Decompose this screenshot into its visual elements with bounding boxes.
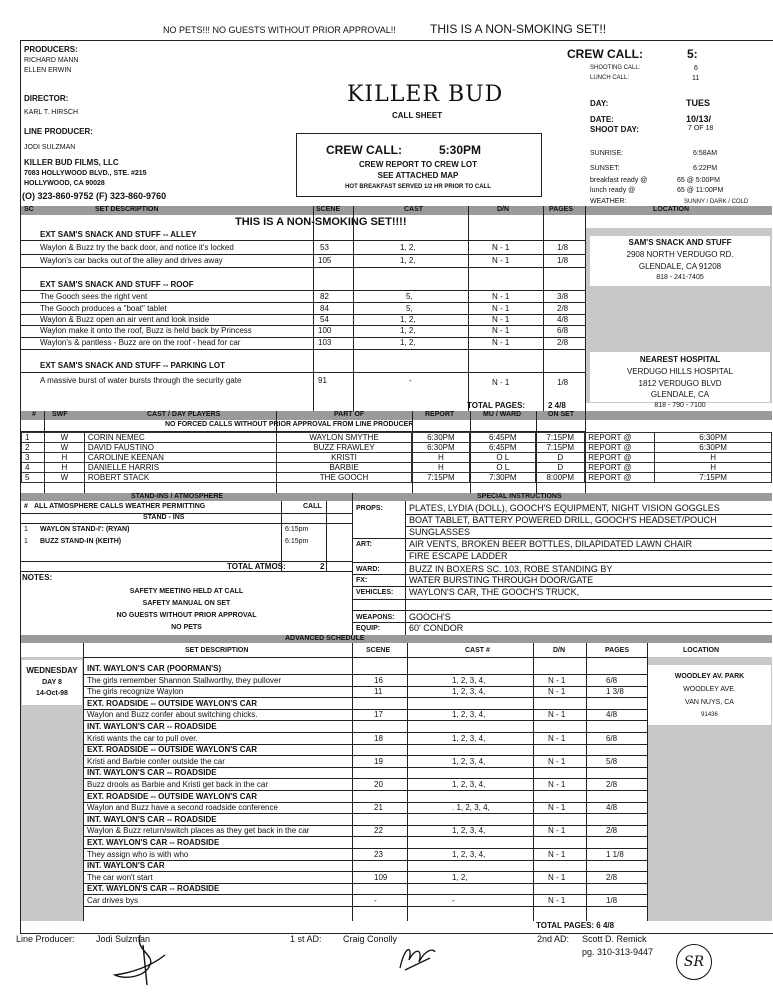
art-value: AIR VENTS, BROKEN BEER BOTTLES, DILAPIDATED LAWN CHAIR bbox=[409, 539, 693, 549]
adv-row-pages: 5/8 bbox=[606, 757, 618, 766]
adv-row-pages: 6/8 bbox=[606, 676, 618, 685]
standins-all-note: ALL ATMOSPHERE CALLS WEATHER PERMITTING bbox=[34, 503, 206, 510]
scene-row-pages: 6/8 bbox=[557, 326, 569, 335]
scene-row-number: 54 bbox=[320, 315, 329, 324]
line-producer-signature bbox=[95, 925, 185, 990]
sunrise-label: SUNRISE: bbox=[590, 150, 624, 157]
footer-phone: pg. 310-313-9447 bbox=[582, 947, 654, 957]
adv-row-scene: 11 bbox=[374, 687, 383, 696]
first-ad-signature bbox=[395, 940, 440, 975]
weapons-label: WEAPONS: bbox=[356, 614, 395, 621]
lunch-call-value: 11 bbox=[692, 75, 700, 82]
crew-call-line-3: HOT BREAKFAST SERVED 1/2 HR PRIOR TO CALL bbox=[345, 184, 491, 190]
weapons-value: GOOCH'S bbox=[409, 612, 451, 622]
scene-row-desc: Waylon's & pantless - Buzz are on the roof - head for car bbox=[40, 338, 241, 347]
adv-row-dn: N - 1 bbox=[548, 757, 566, 766]
adv-row-dn: N - 1 bbox=[548, 826, 566, 835]
shoot-day-label: SHOOT DAY: bbox=[590, 125, 639, 134]
adv-row-scene: 21 bbox=[374, 803, 383, 812]
equip-label: EQUIP: bbox=[356, 625, 381, 632]
cast-rep-label: REPORT @ bbox=[585, 453, 655, 463]
block-roof-header: EXT SAM'S SNACK AND STUFF -- ROOF bbox=[40, 280, 194, 289]
cast-report: H bbox=[412, 453, 470, 463]
scene-row-dn: N - 1 bbox=[492, 338, 510, 347]
shooting-call-label: SHOOTING CALL: bbox=[590, 65, 641, 71]
standins-num-header: # bbox=[24, 503, 28, 510]
total-pages-value: 2 4/8 bbox=[548, 401, 566, 410]
adv-row-desc: Waylon and Buzz confer about switching chicks. bbox=[87, 710, 258, 719]
cast-name: DAVID FAUSTINO bbox=[84, 443, 276, 453]
adv-block-header: EXT. ROADSIDE -- OUTSIDE WAYLON'S CAR bbox=[87, 792, 258, 801]
sunrise-value: 6:58AM bbox=[693, 150, 718, 157]
cast-report: 6:30PM bbox=[412, 443, 470, 453]
cast-col-report: REPORT bbox=[425, 411, 455, 418]
adv-row-cast: 1, 2, 3, 4, bbox=[452, 710, 486, 719]
adv-row-pages: 6/8 bbox=[606, 734, 618, 743]
director-label: DIRECTOR: bbox=[24, 94, 69, 103]
adv-row-desc: The girls remember Shannon Stallworthy, they pullover bbox=[87, 676, 282, 685]
title-main: KILLER BUD bbox=[347, 82, 504, 107]
advanced-header-bar bbox=[21, 635, 772, 643]
crew-call-line-1: CREW REPORT TO CREW LOT bbox=[358, 160, 478, 169]
cast-report: 7:15PM bbox=[412, 473, 470, 483]
adv-row-scene: 22 bbox=[374, 826, 383, 835]
cast-part: BARBIE bbox=[276, 463, 412, 473]
scene-row-cast: 1, 2, bbox=[400, 315, 416, 324]
hospital-name: VERDUGO HILLS HOSPITAL bbox=[626, 367, 734, 376]
notes-label: NOTES: bbox=[22, 573, 53, 582]
adv-row-dn: N - 1 bbox=[548, 687, 566, 696]
adv-col-dn: D/N bbox=[553, 647, 566, 654]
day-label: DAY: bbox=[590, 99, 609, 108]
adv-row-pages: 1/8 bbox=[606, 896, 618, 905]
adv-block-header: INT. WAYLON'S CAR -- ROADSIDE bbox=[87, 815, 217, 824]
adv-location-city: VAN NUYS, CA bbox=[685, 699, 734, 706]
adv-row-desc: Waylon & Buzz return/switch places as they get back in the car bbox=[87, 826, 310, 835]
adv-block-header: INT. WAYLON'S CAR -- ROADSIDE bbox=[87, 722, 217, 731]
ward-value: BUZZ IN BOXERS SC. 103, ROBE STANDING BY bbox=[409, 564, 613, 574]
scene-row-pages: 2/8 bbox=[557, 338, 569, 347]
adv-block-header: INT. WAYLON'S CAR bbox=[87, 861, 165, 870]
adv-block-header: INT. WAYLON'S CAR -- ROADSIDE bbox=[87, 768, 217, 777]
adv-row-desc: The car won't start bbox=[87, 873, 153, 882]
adv-day-number: DAY 8 bbox=[42, 679, 62, 686]
non-smoking-banner: THIS IS A NON-SMOKING SET!!!! bbox=[235, 216, 407, 228]
cast-set: D bbox=[536, 463, 585, 473]
advanced-header: ADVANCED SCHEDULE bbox=[285, 635, 365, 642]
scene-row-desc: Waylon make it onto the roof, Buzz is held back by Princess bbox=[40, 326, 252, 335]
cast-header-bar bbox=[21, 411, 772, 420]
title-sub: CALL SHEET bbox=[392, 111, 443, 120]
scene-row-number: 82 bbox=[320, 292, 329, 301]
standin-num: 1 bbox=[24, 526, 28, 533]
cast-row bbox=[22, 433, 772, 443]
scene-row-pages: 2/8 bbox=[557, 304, 569, 313]
adv-row-cast: 1, 2, 3, 4, bbox=[452, 757, 486, 766]
special-header: SPECIAL INSTRUCTIONS bbox=[477, 493, 562, 500]
cast-num: 1 bbox=[22, 433, 45, 443]
scene-row-dn: N - 1 bbox=[492, 292, 510, 301]
vehicles-value: WAYLON'S CAR, THE GOOCH'S TRUCK, bbox=[409, 587, 580, 597]
adv-row-pages: 4/8 bbox=[606, 710, 618, 719]
adv-location-zip: 91436 bbox=[701, 712, 718, 718]
cast-col-mu: MU / WARD bbox=[483, 411, 522, 418]
cast-col-swf: SWF bbox=[52, 411, 68, 418]
cast-note: NO FORCED CALLS WITHOUT PRIOR APPROVAL FROM LINE PRODUCER bbox=[165, 421, 414, 428]
footer-ad1-label: 1 st AD: bbox=[290, 934, 322, 944]
scene-row-cast: 1, 2, bbox=[400, 243, 416, 252]
scene-row-desc: The Gooch sees the right vent bbox=[40, 292, 148, 301]
cast-swf: H bbox=[44, 463, 84, 473]
company-address-2: HOLLYWOOD, CA 90028 bbox=[24, 180, 105, 187]
adv-row-scene: 23 bbox=[374, 850, 383, 859]
adv-location-street: WOODLEY AVE. bbox=[683, 686, 736, 693]
scene-row-pages: 3/8 bbox=[557, 292, 569, 301]
standin-time: 6:15pm bbox=[285, 526, 309, 533]
art-label: ART: bbox=[356, 541, 372, 548]
standins-call-header: CALL bbox=[303, 503, 322, 510]
cast-name: CAROLINE KEENAN bbox=[84, 453, 276, 463]
cast-part: BUZZ FRAWLEY bbox=[276, 443, 412, 453]
sunset-label: SUNSET: bbox=[590, 165, 620, 172]
adv-row-cast: 1, 2, 3, 4, bbox=[452, 850, 486, 859]
cast-table bbox=[21, 432, 772, 483]
footer-ad2-name: Scott D. Remick bbox=[582, 934, 647, 944]
adv-row-pages: 1 3/8 bbox=[606, 687, 624, 696]
cast-rep-time: H bbox=[655, 453, 772, 463]
hospital-address: 1812 VERDUGO BLVD bbox=[638, 379, 722, 388]
top-notice-left: NO PETS!!! NO GUESTS WITHOUT PRIOR APPROVAL!! bbox=[163, 25, 396, 35]
right-crew-time: 5: bbox=[687, 47, 698, 61]
adv-row-scene: - bbox=[374, 896, 377, 905]
line-producer-name: JODI SULZMAN bbox=[24, 144, 76, 151]
cast-name: CORIN NEMEC bbox=[84, 433, 276, 443]
producers-label: PRODUCERS: bbox=[24, 45, 78, 54]
sched-col-dn: D/N bbox=[497, 206, 510, 213]
cast-rep-label: REPORT @ bbox=[585, 433, 655, 443]
adv-row-cast: 1, 2, 3, 4, bbox=[452, 687, 486, 696]
adv-row-desc: Kristi and Barbie confer outside the car bbox=[87, 757, 225, 766]
breakfast-value: 65 @ 5:00PM bbox=[677, 177, 720, 184]
producer-1: RICHARD MANN bbox=[24, 57, 79, 64]
adv-day-name: WEDNESDAY bbox=[26, 666, 78, 675]
adv-row-desc: Kristi wants the car to pull over. bbox=[87, 734, 198, 743]
adv-total-pages: TOTAL PAGES: 6 4/8 bbox=[536, 921, 615, 930]
scene-row-dn: N - 1 bbox=[492, 326, 510, 335]
line-producer-label: LINE PRODUCER: bbox=[24, 127, 93, 136]
scene-row-number: 103 bbox=[318, 338, 332, 347]
adv-col-pages: PAGES bbox=[605, 647, 629, 654]
cast-part: KRISTI bbox=[276, 453, 412, 463]
location-phone: 818 - 241-7405 bbox=[656, 274, 704, 281]
adv-row-cast: 1, 2, bbox=[452, 873, 468, 882]
props-label: PROPS: bbox=[356, 505, 383, 512]
breakfast-label: breakfast ready @ bbox=[590, 177, 648, 184]
lunch-ready-label: lunch ready @ bbox=[590, 187, 636, 194]
scene-row-desc: Waylon & Buzz try the back door, and notice it's locked bbox=[40, 243, 234, 252]
cast-col-name: CAST / DAY PLAYERS bbox=[147, 411, 221, 418]
adv-row-scene: 18 bbox=[374, 734, 383, 743]
cast-part: THE GOOCH bbox=[276, 473, 412, 483]
crew-call-line-2: SEE ATTACHED MAP bbox=[377, 171, 459, 180]
notes-line-4: NO PETS bbox=[171, 624, 202, 631]
adv-block-header: EXT. WAYLON'S CAR -- ROADSIDE bbox=[87, 838, 220, 847]
location-city: GLENDALE, CA 91208 bbox=[638, 262, 722, 271]
total-atmos-label: TOTAL ATMOS: bbox=[227, 562, 286, 571]
cast-num: 5 bbox=[22, 473, 45, 483]
cast-set: D bbox=[536, 453, 585, 463]
cast-report: H bbox=[412, 463, 470, 473]
cast-mu: O L bbox=[470, 453, 536, 463]
adv-row-cast: 1, 2, 3, 4, bbox=[452, 826, 486, 835]
scene-row-desc: Waylon & Buzz open an air vent and look inside bbox=[40, 315, 210, 324]
notes-line-2: SAFETY MANUAL ON SET bbox=[142, 600, 231, 607]
notes-line-1: SAFETY MEETING HELD AT CALL bbox=[129, 588, 244, 595]
scene-row-cast: 5, bbox=[406, 304, 413, 313]
adv-row-pages: 2/8 bbox=[606, 826, 618, 835]
adv-row-desc: Buzz drools as Barbie and Kristi get back in the car bbox=[87, 780, 268, 789]
vehicles-label: VEHICLES: bbox=[356, 589, 394, 596]
cast-swf: W bbox=[44, 443, 84, 453]
standin-name: WAYLON STAND-I': (RYAN) bbox=[40, 526, 130, 533]
adv-col-scene: SCENE bbox=[366, 647, 391, 654]
adv-block-header: INT. WAYLON'S CAR (POORMAN'S) bbox=[87, 664, 222, 673]
weather-label: WEATHER: bbox=[590, 198, 627, 205]
sched-col-desc: SET DESCRIPTION bbox=[95, 206, 159, 213]
adv-row-scene: 16 bbox=[374, 676, 383, 685]
adv-row-pages: 1 1/8 bbox=[606, 850, 624, 859]
hospital-city: GLENDALE, CA bbox=[650, 390, 710, 399]
adv-col-cast: CAST # bbox=[465, 647, 490, 654]
scene-row-cast: 1, 2, bbox=[400, 256, 416, 265]
adv-row-dn: N - 1 bbox=[548, 873, 566, 882]
adv-row-dn: N - 1 bbox=[548, 803, 566, 812]
adv-row-dn: N - 1 bbox=[548, 676, 566, 685]
adv-row-cast: - bbox=[452, 896, 455, 905]
producer-2: ELLEN ERWIN bbox=[24, 67, 72, 74]
adv-row-scene: 19 bbox=[374, 757, 383, 766]
adv-row-dn: N - 1 bbox=[548, 896, 566, 905]
adv-row-scene: 109 bbox=[374, 873, 388, 882]
scene-row-pages: 1/8 bbox=[557, 256, 569, 265]
scene-row-dn: N - 1 bbox=[492, 304, 510, 313]
scene-row-number: 100 bbox=[318, 326, 332, 335]
adv-block-header: EXT. ROADSIDE -- OUTSIDE WAYLON'S CAR bbox=[87, 699, 258, 708]
cast-set: 7:15PM bbox=[536, 443, 585, 453]
scene-row-number: 105 bbox=[318, 256, 332, 265]
standins-subheader: STAND - INS bbox=[143, 514, 185, 521]
top-notice-right: THIS IS A NON-SMOKING SET!! bbox=[430, 22, 607, 36]
shooting-call-value: 6 bbox=[694, 65, 698, 72]
props-value-3: SUNGLASSES bbox=[409, 527, 471, 537]
cast-row bbox=[22, 453, 772, 463]
adv-row-scene: 17 bbox=[374, 710, 383, 719]
sched-col-scene: SCENE bbox=[316, 206, 341, 213]
props-value-2: BOAT TABLET, BATTERY POWERED DRILL, GOOCH'S HEADSET/POUCH bbox=[409, 515, 717, 525]
footer-lp-label: Line Producer: bbox=[16, 934, 75, 944]
scene-row-number: 91 bbox=[318, 376, 327, 385]
adv-row-desc: Car drives bys bbox=[87, 896, 139, 905]
cast-report: 6:30PM bbox=[412, 433, 470, 443]
adv-col-location: LOCATION bbox=[683, 647, 720, 654]
adv-block-header: EXT. WAYLON'S CAR -- ROADSIDE bbox=[87, 884, 220, 893]
cast-rep-time: H bbox=[655, 463, 772, 473]
cast-col-num: # bbox=[32, 411, 36, 418]
standin-name: BUZZ STAND-IN (KEITH) bbox=[40, 538, 122, 545]
scene-row-cast: 1, 2, bbox=[400, 338, 416, 347]
lunch-call-label: LUNCH CALL: bbox=[590, 75, 630, 81]
shoot-day-value: 7 OF 18 bbox=[688, 125, 714, 132]
footer-ad1-name: Craig Conolly bbox=[343, 934, 398, 944]
adv-row-dn: N - 1 bbox=[548, 780, 566, 789]
adv-row-cast: 1, 2, 3, 4, bbox=[452, 676, 486, 685]
cast-rep-time: 6:30PM bbox=[655, 443, 772, 453]
fx-value: WATER BURSTING THROUGH DOOR/GATE bbox=[409, 575, 594, 585]
cast-swf: W bbox=[44, 473, 84, 483]
company-name: KILLER BUD FILMS, LLC bbox=[24, 158, 119, 167]
scene-row-cast: 1, 2, bbox=[400, 326, 416, 335]
cast-mu: O L bbox=[470, 463, 536, 473]
scene-row-pages: 1/8 bbox=[557, 378, 569, 387]
location-name: SAM'S SNACK AND STUFF bbox=[628, 238, 732, 247]
standins-header: STAND-INS / ATMOSPHERE bbox=[131, 493, 224, 500]
block-parking-header: EXT SAM'S SNACK AND STUFF -- PARKING LOT bbox=[40, 361, 226, 370]
adv-row-cast: . 1, 2, 3, 4, bbox=[452, 803, 490, 812]
equip-value: 60' CONDOR bbox=[409, 623, 464, 633]
scene-row-cast: 5, bbox=[406, 292, 413, 301]
adv-row-cast: 1, 2, 3, 4, bbox=[452, 734, 486, 743]
props-value: PLATES, LYDIA (DOLL), GOOCH'S EQUIPMENT, NIGHT VISION GOGGLES bbox=[409, 503, 720, 513]
adv-row-pages: 2/8 bbox=[606, 780, 618, 789]
date-label: DATE: bbox=[590, 115, 614, 124]
weather-value: SUNNY / DARK / COLD bbox=[684, 199, 749, 205]
adv-row-desc: Waylon and Buzz have a second roadside conference bbox=[87, 803, 278, 812]
adv-row-cast: 1, 2, 3, 4, bbox=[452, 780, 486, 789]
hospital-phone: 818 - 790 - 7100 bbox=[654, 402, 706, 409]
cast-mu: 6:45PM bbox=[470, 443, 536, 453]
fx-label: FX: bbox=[356, 577, 368, 584]
company-address-1: 7083 HOLLYWOOD BLVD., STE. #215 bbox=[24, 170, 147, 177]
scene-row-desc: The Gooch produces a "boat" tablet bbox=[40, 304, 167, 313]
crew-call-label: CREW CALL: bbox=[326, 143, 402, 157]
cast-mu: 6:45PM bbox=[470, 433, 536, 443]
scene-row-dn: N - 1 bbox=[492, 315, 510, 324]
cast-set: 8:00PM bbox=[536, 473, 585, 483]
scene-row-desc: Waylon's car backs out of the alley and drives away bbox=[40, 256, 223, 265]
hospital-header: NEAREST HOSPITAL bbox=[639, 355, 721, 364]
sched-col-cast: CAST bbox=[404, 206, 424, 213]
scene-row-pages: 1/8 bbox=[557, 243, 569, 252]
art-value-2: FIRE ESCAPE LADDER bbox=[409, 551, 508, 561]
adv-row-pages: 2/8 bbox=[606, 873, 618, 882]
cast-name: DANIELLE HARRIS bbox=[84, 463, 276, 473]
lunch-ready-value: 65 @ 11:00PM bbox=[677, 187, 724, 194]
cast-rep-label: REPORT @ bbox=[585, 443, 655, 453]
initials-circle: SR bbox=[676, 944, 712, 980]
adv-location-name: WOODLEY AV. PARK bbox=[674, 673, 745, 680]
cast-num: 4 bbox=[22, 463, 45, 473]
date-value: 10/13/ bbox=[686, 114, 712, 124]
cast-row bbox=[22, 443, 772, 453]
day-value: TUES bbox=[686, 98, 711, 108]
adv-day-date: 14-Oct-98 bbox=[36, 690, 68, 697]
right-crew-call: CREW CALL: bbox=[567, 47, 643, 61]
total-pages-label: TOTAL PAGES: bbox=[467, 401, 526, 410]
adv-row-scene: 20 bbox=[374, 780, 383, 789]
cast-row bbox=[22, 463, 772, 473]
adv-block-header: EXT. ROADSIDE -- OUTSIDE WAYLON'S CAR bbox=[87, 745, 258, 754]
cast-num: 3 bbox=[22, 453, 45, 463]
block-alley-header: EXT SAM'S SNACK AND STUFF -- ALLEY bbox=[40, 230, 197, 239]
notes-line-3: NO GUESTS WITHOUT PRIOR APPROVAL bbox=[116, 612, 257, 619]
standin-time: 6:15pm bbox=[285, 538, 309, 545]
scene-row-number: 84 bbox=[320, 304, 329, 313]
total-atmos-value: 2 bbox=[320, 562, 325, 571]
adv-row-desc: They assign who is with who bbox=[87, 850, 189, 859]
adv-row-dn: N - 1 bbox=[548, 734, 566, 743]
cast-name: ROBERT STACK bbox=[84, 473, 276, 483]
scene-row-dn: N - 1 bbox=[492, 256, 510, 265]
cast-rep-label: REPORT @ bbox=[585, 473, 655, 483]
cast-rep-time: 6:30PM bbox=[655, 433, 772, 443]
adv-row-dn: N - 1 bbox=[548, 710, 566, 719]
scene-row-cast: - bbox=[409, 376, 412, 385]
location-address: 2908 NORTH VERDUGO RD. bbox=[626, 250, 734, 259]
sched-col-pages: PAGES bbox=[549, 206, 573, 213]
cast-col-set: ON SET bbox=[548, 411, 575, 418]
scene-row-number: 53 bbox=[320, 243, 329, 252]
company-phone: (O) 323-860-9752 (F) 323-860-9760 bbox=[22, 191, 167, 201]
cast-rep-time: 7:15PM bbox=[655, 473, 772, 483]
cast-swf: W bbox=[44, 433, 84, 443]
scene-row-dn: N - 1 bbox=[492, 378, 510, 387]
director-name: KARL T. HIRSCH bbox=[24, 109, 79, 116]
scene-row-pages: 4/8 bbox=[557, 315, 569, 324]
cast-col-part: PART OF bbox=[334, 411, 365, 418]
footer-lp-name: Jodi Sulzman bbox=[96, 934, 151, 944]
cast-swf: H bbox=[44, 453, 84, 463]
sched-col-sc: SC bbox=[24, 206, 34, 213]
standin-num: 1 bbox=[24, 538, 28, 545]
cast-rep-label: REPORT @ bbox=[585, 463, 655, 473]
sched-col-location: LOCATION bbox=[653, 206, 690, 213]
cast-num: 2 bbox=[22, 443, 45, 453]
footer-ad2-label: 2nd AD: bbox=[537, 934, 570, 944]
cast-mu: 7:30PM bbox=[470, 473, 536, 483]
ward-label: WARD: bbox=[356, 566, 380, 573]
adv-row-dn: N - 1 bbox=[548, 850, 566, 859]
adv-row-pages: 4/8 bbox=[606, 803, 618, 812]
adv-col-desc: SET DESCRIPTION bbox=[185, 647, 249, 654]
cast-part: WAYLON SMYTHE bbox=[276, 433, 412, 443]
crew-call-time: 5:30PM bbox=[439, 143, 482, 157]
adv-row-desc: The girls recognize Waylon bbox=[87, 687, 184, 696]
cast-row bbox=[22, 473, 772, 483]
cast-set: 7:15PM bbox=[536, 433, 585, 443]
scene-row-dn: N - 1 bbox=[492, 243, 510, 252]
sunset-value: 6:22PM bbox=[693, 165, 718, 172]
scene-row-desc: A massive burst of water bursts through the security gate bbox=[40, 376, 242, 385]
